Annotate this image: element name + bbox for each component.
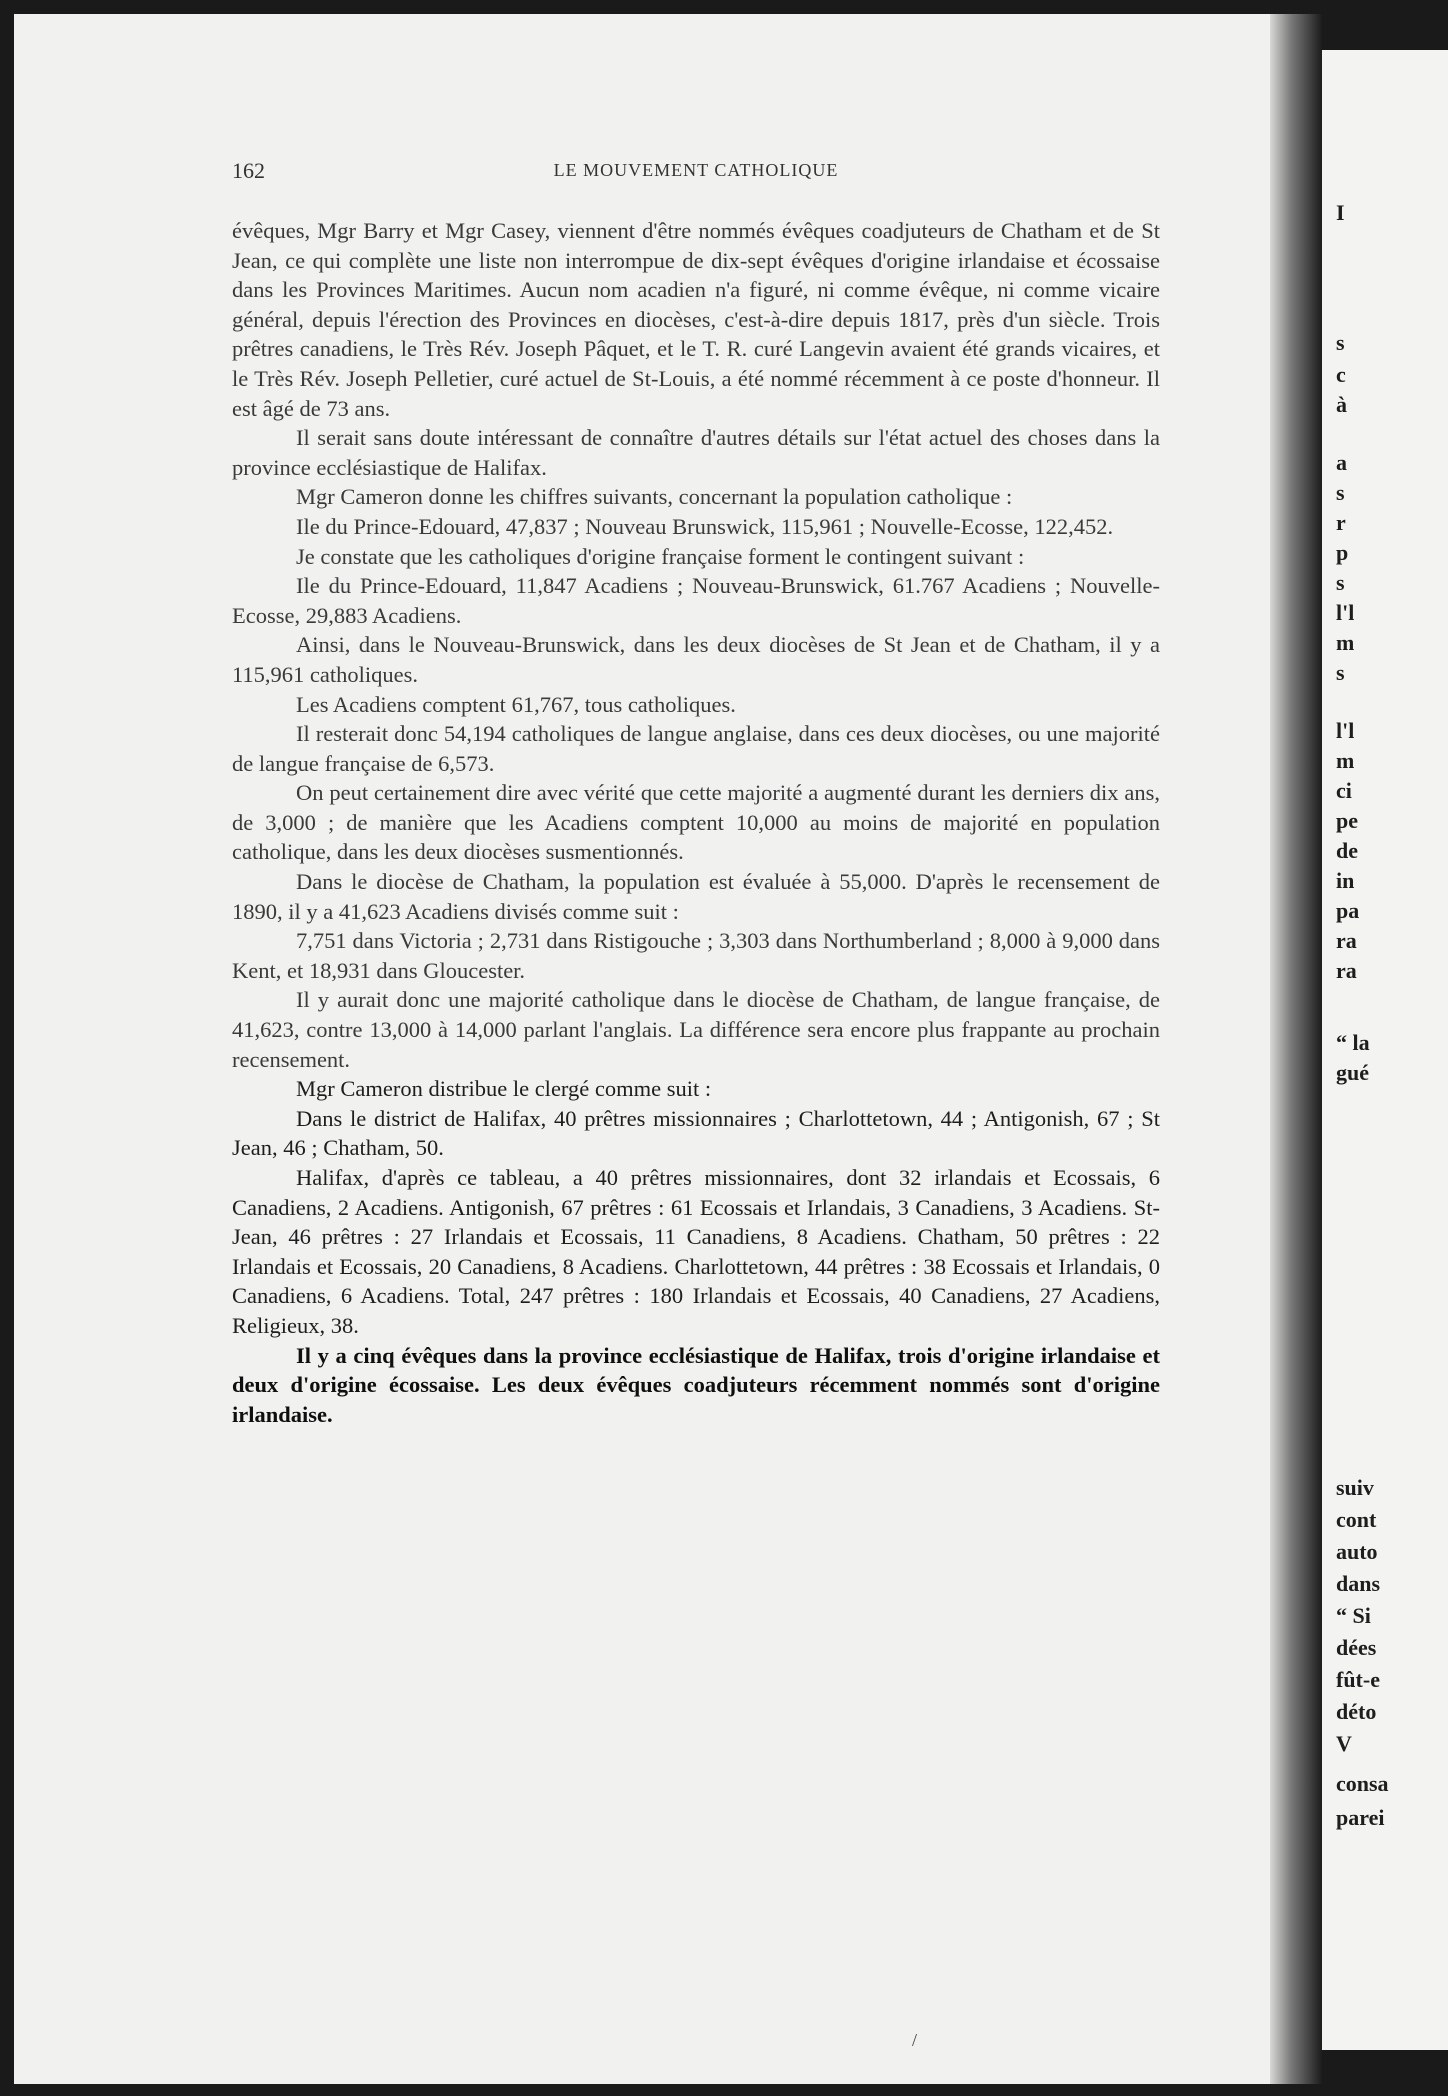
- right-fragment: à: [1336, 392, 1347, 417]
- right-fragment: ra: [1336, 958, 1357, 983]
- running-head: [232, 158, 1160, 188]
- right-fragment: c: [1336, 362, 1346, 387]
- paragraph: Il y a cinq évêques dans la province ecclésiastique de Halifax, trois d'origine irlandaise et deux d'origine écossaise. Les deux évêques coadjuteurs récemment nommés sont d'origine irlandaise.: [232, 1342, 1160, 1427]
- running-title: LE MOUVEMENT CATHOLIQUE: [553, 160, 839, 180]
- page-number: 162: [232, 158, 265, 183]
- right-fragment: s: [1336, 570, 1345, 595]
- right-fragment: s: [1336, 660, 1345, 685]
- bottom-mark: /: [912, 2030, 918, 2050]
- right-fragment: I: [1336, 200, 1345, 225]
- right-fragment: p: [1336, 540, 1349, 565]
- paragraph: Il resterait donc 54,194 catholiques de langue anglaise, dans ces deux diocèses, ou une majorité de langue française de 6,573.: [232, 721, 1160, 776]
- right-fragment: pe: [1336, 808, 1358, 833]
- right-fragment: auto: [1336, 1539, 1378, 1564]
- book-page-right: [1322, 50, 1448, 2050]
- body-text: [232, 216, 1160, 1429]
- right-fragment: a: [1336, 450, 1347, 475]
- paragraph: Je constate que les catholiques d'origine française forment le contingent suivant :: [296, 543, 1025, 569]
- right-fragment: l'l: [1336, 718, 1355, 743]
- right-fragment: gué: [1336, 1060, 1369, 1085]
- right-fragment: r: [1336, 510, 1346, 535]
- right-fragment: V: [1336, 1731, 1352, 1756]
- right-fragment: ci: [1336, 778, 1352, 803]
- right-fragment: dées: [1336, 1635, 1377, 1660]
- page-gutter-shadow: [1270, 14, 1322, 2084]
- paragraph: Halifax, d'après ce tableau, a 40 prêtres missionnaires, dont 32 irlandais et Ecossais, 6 Canadiens, 2 Acadiens. Antigonish, 67 prêtres : 61 Ecossais et Irlandais, 3 Canadiens, 3 Acadiens. St-Jean, 46 prêtres : 27 Irlandais et Ecossais, 11 Canadiens, 8 Acadiens. Chatham, 50 prêtres : 22 Irlandais et Ecossais, 20 Canadiens, 8 Acadiens. Charlottetown, 44 prêtres : 38 Ecossais et Irlandais, 0 Canadiens, 6 Acadiens. Total, 247 prêtres : 180 Irlandais et Ecossais, 40 Canadiens, 27 Acadiens, Religieux, 38.: [232, 1165, 1160, 1338]
- right-fragment: l'l: [1336, 600, 1355, 625]
- right-fragment: “ la: [1336, 1030, 1370, 1055]
- right-fragment: dans: [1336, 1571, 1381, 1596]
- right-fragment: ra: [1336, 928, 1357, 953]
- right-fragment: s: [1336, 330, 1345, 355]
- paragraph: Ile du Prince-Edouard, 47,837 ; Nouveau Brunswick, 115,961 ; Nouvelle-Ecosse, 122,452.: [296, 513, 1114, 539]
- paragraph: Mgr Cameron donne les chiffres suivants, concernant la population catholique :: [296, 484, 1013, 510]
- right-fragment: de: [1336, 838, 1358, 863]
- right-fragment: “ Si: [1336, 1603, 1371, 1628]
- right-fragment: fût-e: [1336, 1667, 1380, 1692]
- paragraph: Ainsi, dans le Nouveau-Brunswick, dans les deux diocèses de St Jean et de Chatham, il y a 115,961 catholiques.: [232, 632, 1160, 687]
- paragraph: On peut certainement dire avec vérité que cette majorité a augmenté durant les derniers dix ans, de 3,000 ; de manière que les Acadiens comptent 10,000 au moins de majorité en population catholique, dans les deux diocèses susmentionnés.: [232, 780, 1160, 865]
- paragraph: Mgr Cameron distribue le clergé comme suit :: [296, 1076, 712, 1102]
- paragraph: Dans le district de Halifax, 40 prêtres missionnaires ; Charlottetown, 44 ; Antigonish, 67 ; St Jean, 46 ; Chatham, 50.: [232, 1105, 1160, 1161]
- paragraph: Il y aurait donc une majorité catholique dans le diocèse de Chatham, de langue française, de 41,623, contre 13,000 à 14,000 parlant l'anglais. La différence sera encore plus frappante au prochain recensement.: [232, 987, 1160, 1072]
- right-fragment: s: [1336, 480, 1345, 505]
- right-fragment: parei: [1336, 1805, 1385, 1830]
- right-fragment: m: [1336, 630, 1355, 655]
- paragraph: Les Acadiens comptent 61,767, tous catholiques.: [296, 691, 736, 717]
- right-fragment: déto: [1336, 1699, 1377, 1724]
- right-fragment: consa: [1336, 1771, 1389, 1796]
- paragraph: Dans le diocèse de Chatham, la population est évaluée à 55,000. D'après le recensement de 1890, il y a 41,623 Acadiens divisés comme suit :: [232, 869, 1160, 924]
- right-fragment: m: [1336, 748, 1355, 773]
- paragraph: 7,751 dans Victoria ; 2,731 dans Ristigouche ; 3,303 dans Northumberland ; 8,000 à 9,000 dans Kent, et 18,931 dans Gloucester.: [232, 928, 1160, 983]
- paragraph: évêques, Mgr Barry et Mgr Casey, viennent d'être nommés évêques coadjuteurs de Chatham et de St Jean, ce qui complète une liste non interrompue de dix-sept évêques d'origine irlandaise et écossaise dans les Provinces Maritimes. Aucun nom acadien n'a figuré, ni comme évêque, ni comme vicaire général, depuis l'érection des Provinces en diocèses, c'est-à-dire depuis 1817, près d'un siècle. Trois prêtres canadiens, le Très Rév. Joseph Pâquet, et le T. R. curé Langevin avaient été grands vicaires, et le Très Rév. Joseph Pelletier, curé actuel de St-Louis, a été nommé récemment à ce poste d'honneur. Il est âgé de 73 ans.: [232, 218, 1160, 421]
- right-fragment: in: [1336, 868, 1355, 893]
- paragraph: Ile du Prince-Edouard, 11,847 Acadiens ; Nouveau-Brunswick, 61.767 Acadiens ; Nouvelle-Ecosse, 29,883 Acadiens.: [232, 573, 1160, 628]
- right-fragment: suiv: [1336, 1475, 1374, 1500]
- right-fragment: cont: [1336, 1507, 1377, 1532]
- paragraph: Il serait sans doute intéressant de connaître d'autres détails sur l'état actuel des choses dans la province ecclésiastique de Halifax.: [232, 425, 1160, 480]
- right-fragment: pa: [1336, 898, 1360, 923]
